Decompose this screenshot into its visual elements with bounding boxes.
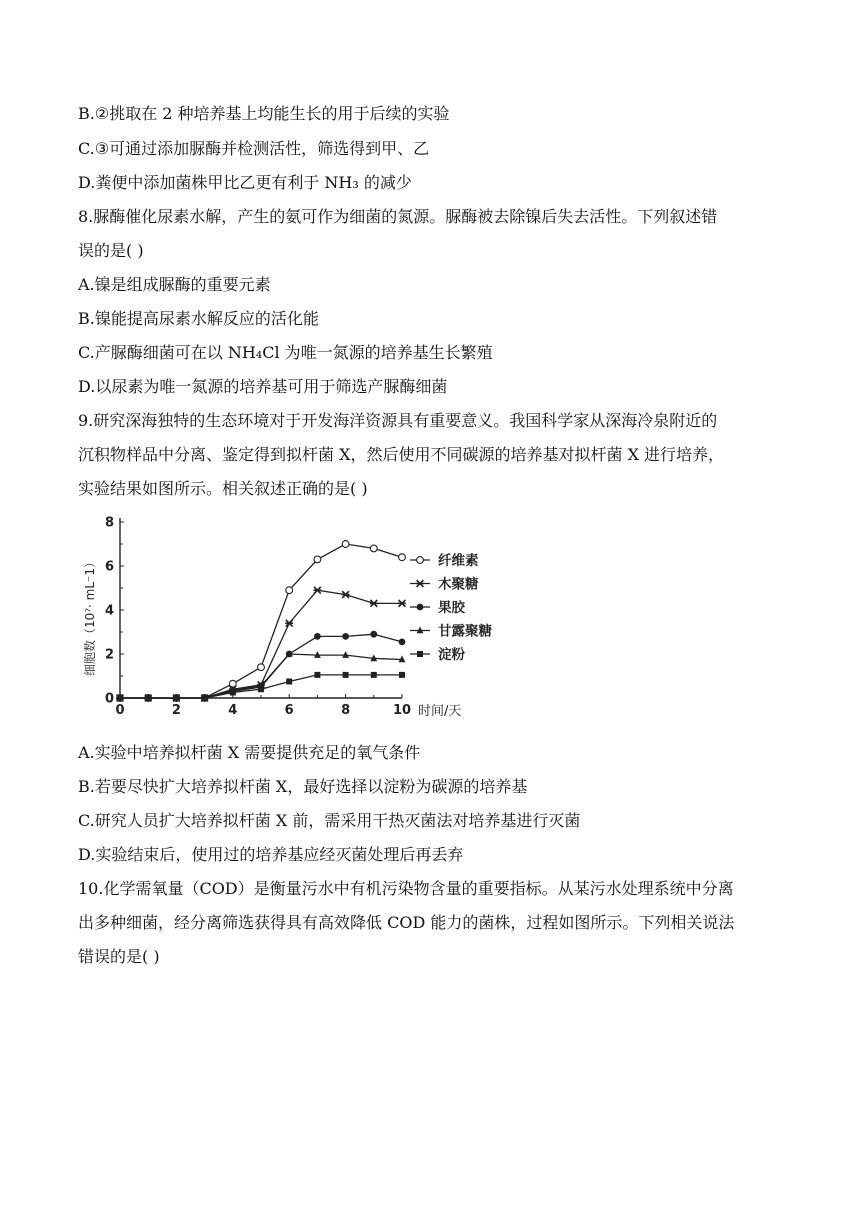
data-point (230, 690, 236, 696)
data-point (314, 556, 321, 563)
data-point (399, 639, 406, 646)
data-point (398, 600, 406, 607)
x-tick-label: 4 (228, 703, 238, 718)
legend-marker (416, 580, 424, 587)
data-point (342, 541, 349, 548)
data-point (343, 672, 349, 678)
question-8-stem-line1: 8.脲酶催化尿素水解，产生的氨可作为细菌的氮源。脲酶被去除镍后失去活性。下列叙述错 (78, 207, 718, 226)
y-tick-label: 2 (104, 647, 114, 663)
y-tick-label: 6 (104, 559, 114, 575)
x-tick-label: 2 (171, 703, 181, 718)
option-9b: B.若要尽快扩大培养拟杆菌 X，最好选择以淀粉为碳源的培养基 (78, 777, 528, 796)
x-tick-label: 8 (341, 703, 351, 718)
option-9d: D.实验结束后，使用过的培养基应经灭菌处理后再丢弃 (78, 845, 464, 864)
option-8c: C.产脲酶细菌可在以 NH₄Cl 为唯一氮源的培养基生长繁殖 (78, 343, 493, 362)
question-10-stem-line1: 10.化学需氧量（COD）是衡量污水中有机污染物含量的重要指标。从某污水处理系统中分离 (78, 879, 734, 898)
y-axis-label: 细胞数（10⁷· mL⁻1） (83, 555, 97, 677)
data-point (117, 695, 123, 701)
data-point (145, 695, 151, 701)
legend-label: 果胶 (438, 600, 465, 616)
data-point (399, 554, 406, 561)
option-7c: C.③可通过添加脲酶并检测活性，筛选得到甲、乙 (78, 139, 430, 158)
option-8b: B.镍能提高尿素水解反应的活化能 (78, 309, 319, 328)
data-point (342, 591, 350, 598)
data-point (202, 695, 208, 701)
option-7b: B.②挑取在 2 种培养基上均能生长的用于后续的实验 (78, 104, 450, 123)
question-10-stem-line2: 出多种细菌，经分离筛选获得具有高效降低 COD 能力的菌株，过程如图所示。下列相关说法 (78, 913, 735, 932)
legend-marker (417, 604, 424, 611)
question-9-stem-line3: 实验结果如图所示。相关叙述正确的是( ) (78, 479, 368, 498)
option-8a: A.镍是组成脲酶的重要元素 (78, 275, 271, 294)
legend-label: 甘露聚糖 (438, 623, 492, 640)
y-tick-label: 8 (104, 515, 114, 531)
data-point (285, 620, 293, 627)
data-point (371, 672, 377, 678)
y-tick-label: 4 (104, 603, 114, 619)
data-point (286, 587, 293, 594)
option-9a: A.实验中培养拟杆菌 X 需要提供充足的氧气条件 (78, 743, 421, 762)
data-point (173, 695, 179, 701)
data-point (258, 686, 264, 692)
x-tick-label: 10 (392, 703, 412, 718)
series-line-1 (120, 590, 402, 698)
question-9-stem-line1: 9.研究深海独特的生态环境对于开发海洋资源具有重要意义。我国科学家从深海冷泉附近的 (78, 411, 718, 430)
data-point (286, 679, 292, 685)
question-10-stem-line3: 错误的是( ) (78, 947, 160, 966)
option-9c: C.研究人员扩大培养拟杆菌 X 前，需采用干热灭菌法对培养基进行灭菌 (78, 811, 581, 830)
data-point (342, 633, 349, 640)
growth-chart (76, 512, 516, 726)
legend-marker (417, 557, 424, 564)
data-point (314, 587, 322, 594)
data-point (370, 600, 378, 607)
data-point (314, 633, 321, 640)
data-point (370, 631, 377, 638)
data-point (314, 672, 320, 678)
legend-label: 木聚糖 (438, 576, 479, 593)
legend-label: 纤维素 (438, 553, 479, 569)
data-point (258, 664, 265, 671)
question-9-stem-line2: 沉积物样品中分离、鉴定得到拟杆菌 X，然后使用不同碳源的培养基对拟杆菌 X 进行培养， (78, 445, 725, 464)
data-point (399, 672, 405, 678)
y-tick-label: 0 (104, 691, 114, 707)
option-8d: D.以尿素为唯一氮源的培养基可用于筛选产脲酶细菌 (78, 377, 448, 396)
legend-marker (417, 651, 423, 657)
option-7d: D.粪便中添加菌株甲比乙更有利于 NH₃ 的减少 (78, 173, 412, 192)
question-8-stem-line2: 误的是( ) (78, 241, 144, 260)
legend-label: 淀粉 (438, 647, 465, 663)
x-tick-label: 6 (284, 703, 294, 718)
x-axis-label: 时间/天 (418, 704, 462, 719)
data-point (370, 545, 377, 552)
x-tick-label: 0 (115, 703, 125, 718)
